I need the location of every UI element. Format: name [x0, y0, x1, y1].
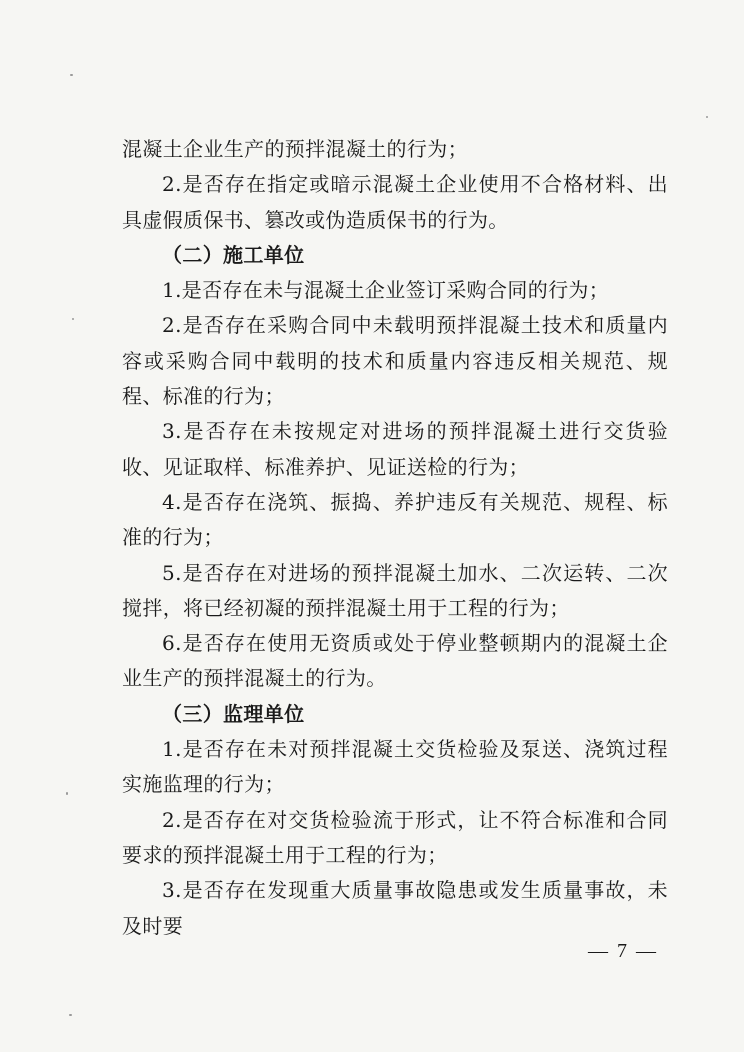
scan-speck	[70, 74, 73, 76]
paragraph-item: 2.是否存在指定或暗示混凝土企业使用不合格材料、出具虚假质保书、篡改或伪造质保书的行为。	[122, 172, 668, 232]
paragraph-item: 2.是否存在对交货检验流于形式，让不符合标准和合同要求的预拌混凝土用于工程的行为；	[122, 807, 668, 867]
paragraph-item: 3.是否存在发现重大质量事故隐患或发生质量事故，未及时要	[122, 878, 668, 938]
paragraph-item: 1.是否存在未对预拌混凝土交货检验及泵送、浇筑过程实施监理的行为；	[122, 737, 668, 797]
paragraph-continuation: 混凝土企业生产的预拌混凝土的行为；	[122, 137, 468, 161]
scan-speck	[706, 116, 708, 118]
paragraph-item: 2.是否存在采购合同中未载明预拌混凝土技术和质量内容或采购合同中载明的技术和质量内容违反相关规范、规程、标准的行为；	[122, 313, 668, 409]
document-body	[122, 132, 668, 944]
scan-speck	[72, 318, 74, 320]
section-heading-construction: （二）施工单位	[162, 242, 305, 267]
paragraph-item: 6.是否存在使用无资质或处于停业整顿期内的混凝土企业生产的预拌混凝土的行为。	[122, 631, 668, 691]
page-number: — 7 —	[588, 940, 658, 962]
section-heading-supervision: （三）监理单位	[162, 701, 305, 726]
paragraph-item: 1.是否存在未与混凝土企业签订采购合同的行为；	[162, 278, 610, 303]
paragraph-item: 4.是否存在浇筑、振捣、养护违反有关规范、规程、标准的行为；	[122, 489, 668, 550]
paragraph-item: 5.是否存在对进场的预拌混凝土加水、二次运转、二次搅拌，将已经初凝的预拌混凝土用于工程的行为；	[122, 560, 668, 620]
paragraph-item: 3.是否存在未按规定对进场的预拌混凝土进行交货验收、见证取样、标准养护、见证送检的行为；	[122, 419, 668, 479]
scan-speck	[69, 1014, 72, 1016]
scan-speck	[66, 792, 68, 795]
